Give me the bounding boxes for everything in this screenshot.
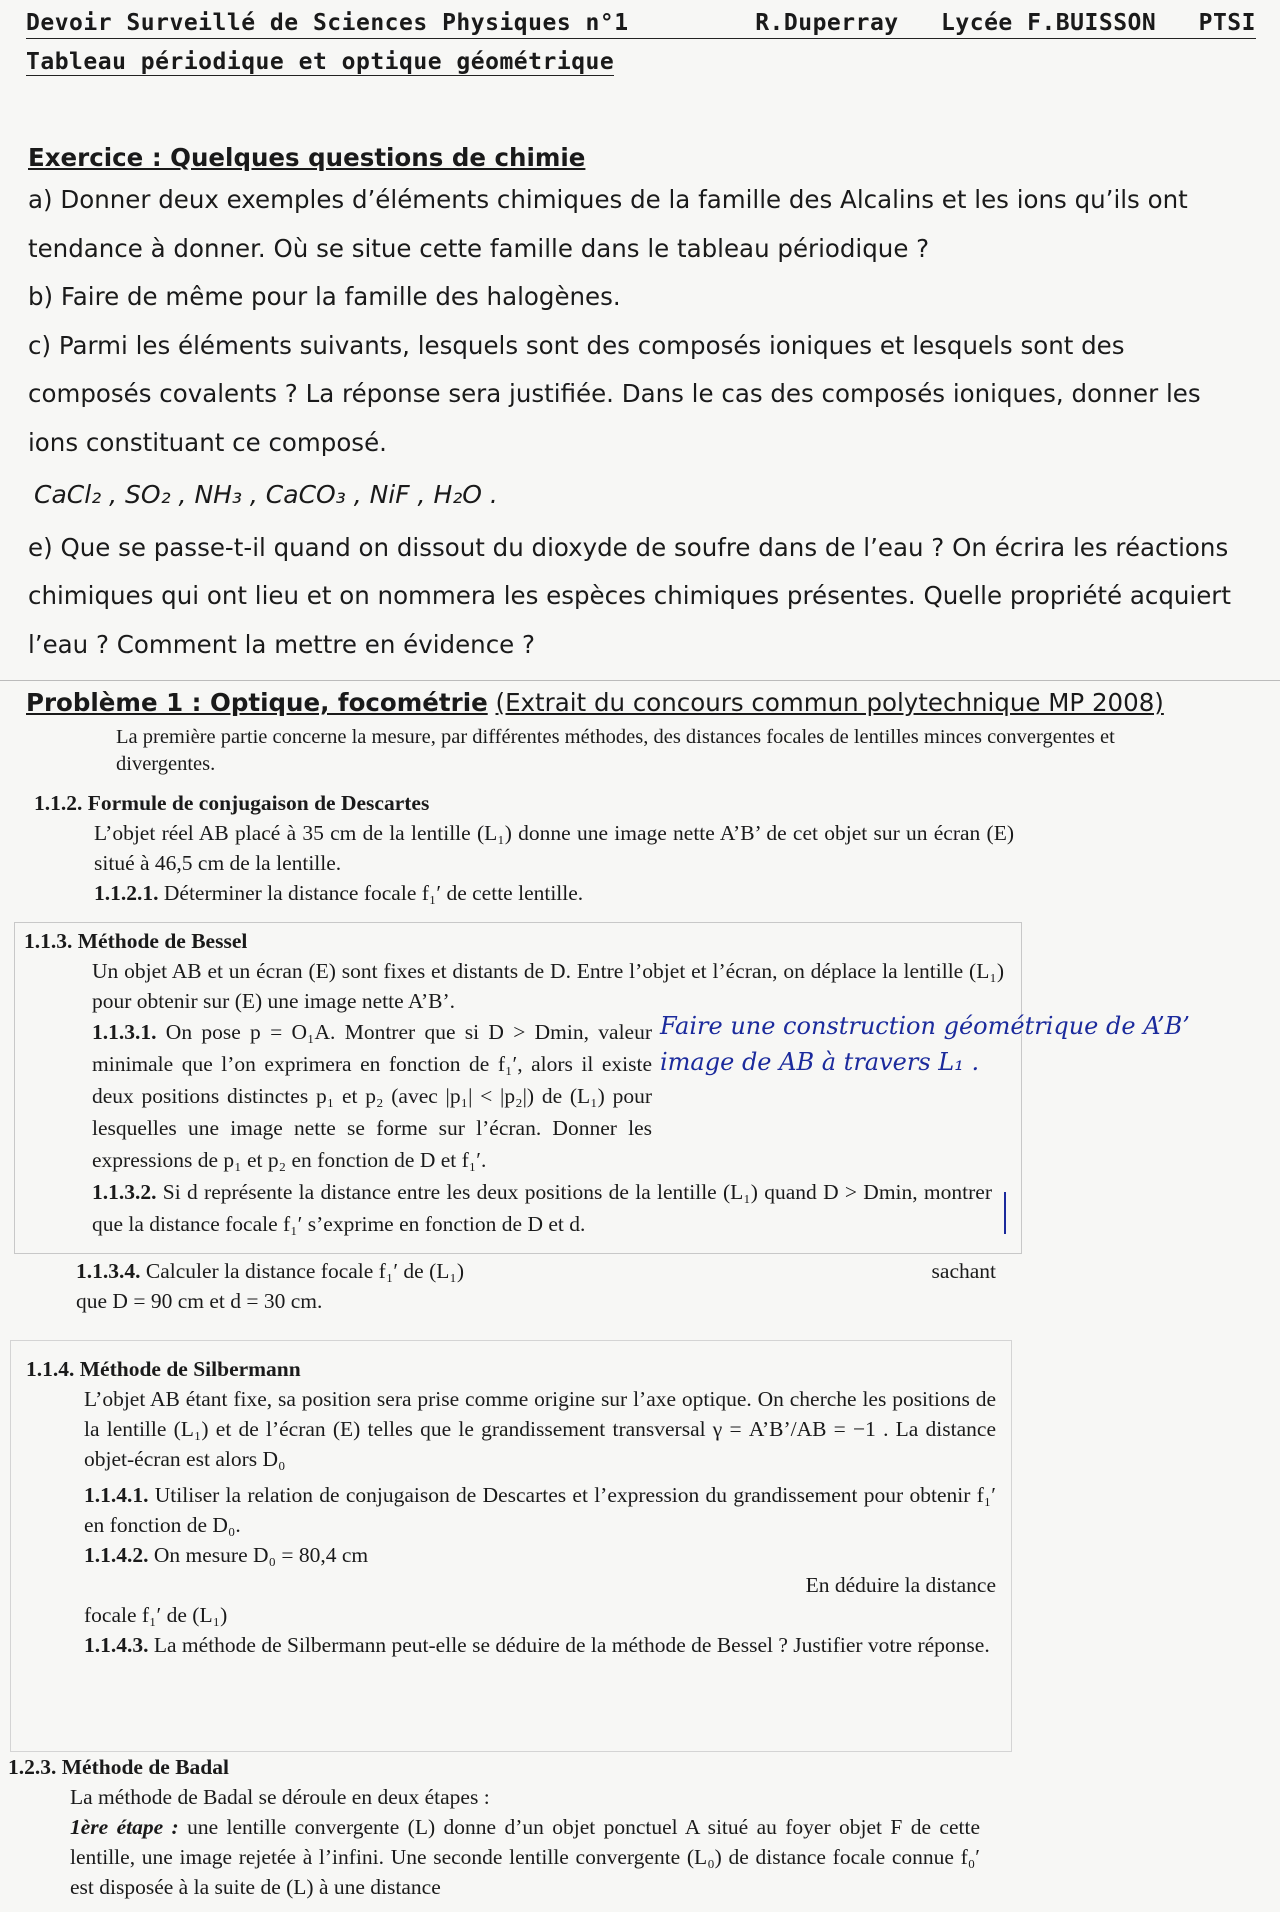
question-1-1-3-4-text: Calculer la distance focale f₁′ de (L₁) [145,1259,465,1283]
school: Lycée F.BUISSON [941,10,1157,36]
question-1-1-3-4-values: que D = 90 cm et d = 30 cm. [76,1289,323,1313]
question-1-1-4-2-num: 1.1.4.2. [84,1543,149,1567]
question-1-1-4-1-num: 1.1.4.1. [84,1483,149,1507]
question-1-1-3-1-text: On pose p = O₁A. Montrer que si D > Dmin, valeur minimale que l’on exprimera en fonction de f₁′, alors il existe deux positions distinctes p₁ et p₂ (avec |p₁| < |p₂|) de (L₁) pour lesquelles une image nette se forme sur l’écran. Donner les expressions de p₁ et p₂ en fonction de D et f₁′. [92,1020,653,1172]
step-1-label: 1ère étape : [70,1815,179,1839]
question-1-1-3-4-line [76,1256,996,1286]
header-row [26,10,1256,39]
section-1-2-3-title: 1.2.3. Méthode de Badal [8,1755,229,1779]
question-1-1-3-1-num: 1.1.3.1. [92,1020,157,1044]
section-1-1-4-title: 1.1.4. Méthode de Silbermann [26,1357,301,1381]
question-a-text: Donner deux exemples d’éléments chimiques de la famille des Alcalins et les ions qu’ils ont tendance à donner. Où se situe cette famille dans le tableau périodique ? [28,185,1188,263]
question-1-1-2-1-num: 1.1.2.1. [94,881,159,905]
step-1-text: une lentille convergente (L) donne d’un objet ponctuel A situé au foyer objet F de cette lentille, une image rejetée à l’infini. Une seconde lentille convergente (L₀) de distance focale connue f₀′ est disposée à la suite de (L) à une distance [70,1815,980,1899]
problem-heading [26,688,1164,717]
section-1-1-2-text: L’objet réel AB placé à 35 cm de la lentille (L₁) donne une image nette A’B’ de cet objet sur un écran (E) situé à 46,5 cm de la lentille. [94,821,1014,875]
compound-list: CaCl₂ , SO₂ , NH₃ , CaCO₃ , NiF , H₂O . [34,480,498,509]
question-1-1-4-2-deduce: En déduire la distance [805,1573,996,1597]
question-b-label: b) [28,282,54,311]
question-e-label: e) [28,532,53,562]
question-e [28,524,1253,670]
question-1-1-4-2-focal: focale f₁′ de (L₁) [84,1603,228,1627]
question-1-1-2-1 [34,878,1014,908]
question-a [28,176,1253,273]
section-1-1-2-title: 1.1.2. Formule de conjugaison de Descartes [34,791,430,815]
section-1-1-3 [24,926,1004,1240]
problem-title: Problème 1 : Optique, focométrie [26,688,488,717]
author: R.Duperray [755,10,899,36]
step-1 [8,1812,980,1902]
question-1-1-4-1 [26,1480,996,1540]
handwritten-bracket [1004,1192,1006,1234]
header [26,10,1256,76]
question-1-1-4-3-num: 1.1.4.3. [84,1633,149,1657]
section-1-1-3-text: Un objet AB et un écran (E) sont fixes et distants de D. Entre l’objet et l’écran, on déplace la lentille (L₁) pour obtenir sur (E) une image nette A’B’. [92,959,1004,1013]
exercise-title: Exercice : Quelques questions de chimie [28,143,586,172]
question-1-1-4-3-text: La méthode de Silbermann peut-elle se déduire de la méthode de Bessel ? Justifier votre réponse. [153,1633,990,1657]
question-c [28,322,1253,468]
question-b [28,273,1253,322]
exam-subtitle: Tableau périodique et optique géométrique [26,49,615,75]
section-divider [0,680,1280,681]
question-1-1-3-2 [24,1176,992,1240]
question-b-text: Faire de même pour la famille des halogènes. [60,282,621,311]
section-1-1-4-text: L’objet AB étant fixe, sa position sera prise comme origine sur l’axe optique. On cherche les positions de la lentille (L₁) et de l’écran (E) telles que le grandissement transversal γ = A’B’/AB = −1 . La distance objet-écran est alors D₀ [84,1387,996,1471]
question-1-1-3-2-num: 1.1.3.2. [92,1180,157,1204]
handwritten-note: Faire une construction géométrique de A’B’ image de AB à travers L₁ . [660,1012,1190,1076]
exercise-section [28,140,1253,669]
question-c-label: c) [28,330,52,360]
question-a-label: a) [28,185,53,214]
question-c-text: Parmi les éléments suivants, lesquels sont des composés ioniques et lesquels sont des composés covalents ? La réponse sera justifiée. Dans le cas des composés ioniques, donner les ions constituant ce composé. [28,330,1201,457]
problem-extract: (Extrait du concours commun polytechnique MP 2008) [495,688,1164,717]
section-1-1-4 [26,1354,996,1660]
question-1-1-3-4 [76,1256,996,1316]
question-1-1-3-2-text: Si d représente la distance entre les deux positions de la lentille (L₁) quand D > Dmin, montrer que la distance focale f₁′ s’exprime en fonction de D et d. [92,1180,992,1236]
question-1-1-4-2 [26,1540,996,1570]
exam-title: Devoir Surveillé de Sciences Physiques n°1 [26,10,629,36]
question-1-1-4-2-text: On mesure D₀ = 80,4 cm [153,1543,369,1567]
header-meta [727,10,1256,36]
section-1-1-2 [34,788,1014,908]
question-1-1-3-1 [24,1016,652,1176]
section-1-1-3-title: 1.1.3. Méthode de Bessel [24,929,248,953]
problem-intro: La première partie concerne la mesure, par différentes méthodes, des distances focales de lentilles minces convergentes et divergentes. [116,726,1115,775]
section-1-2-3 [8,1752,980,1902]
question-1-1-4-3 [26,1630,996,1660]
class-name: PTSI [1198,10,1256,36]
question-1-1-3-4-num: 1.1.3.4. [76,1259,141,1283]
section-1-2-3-text: La méthode de Badal se déroule en deux étapes : [70,1785,490,1809]
question-1-1-4-1-text: Utiliser la relation de conjugaison de Descartes et l’expression du grandissement pour obtenir f₁′ en fonction de D₀. [84,1483,997,1537]
question-1-1-3-4-sachant: sachant [931,1259,996,1283]
question-1-1-2-1-text: Déterminer la distance focale f₁′ de cette lentille. [163,881,584,905]
question-e-text: Que se passe-t-il quand on dissout du dioxyde de soufre dans de l’eau ? On écrira les réactions chimiques qui ont lieu et on nommera les espèces chimiques présentes. Quelle propriété acquiert l’eau ? Comment la mettre en évidence ? [28,532,1231,659]
